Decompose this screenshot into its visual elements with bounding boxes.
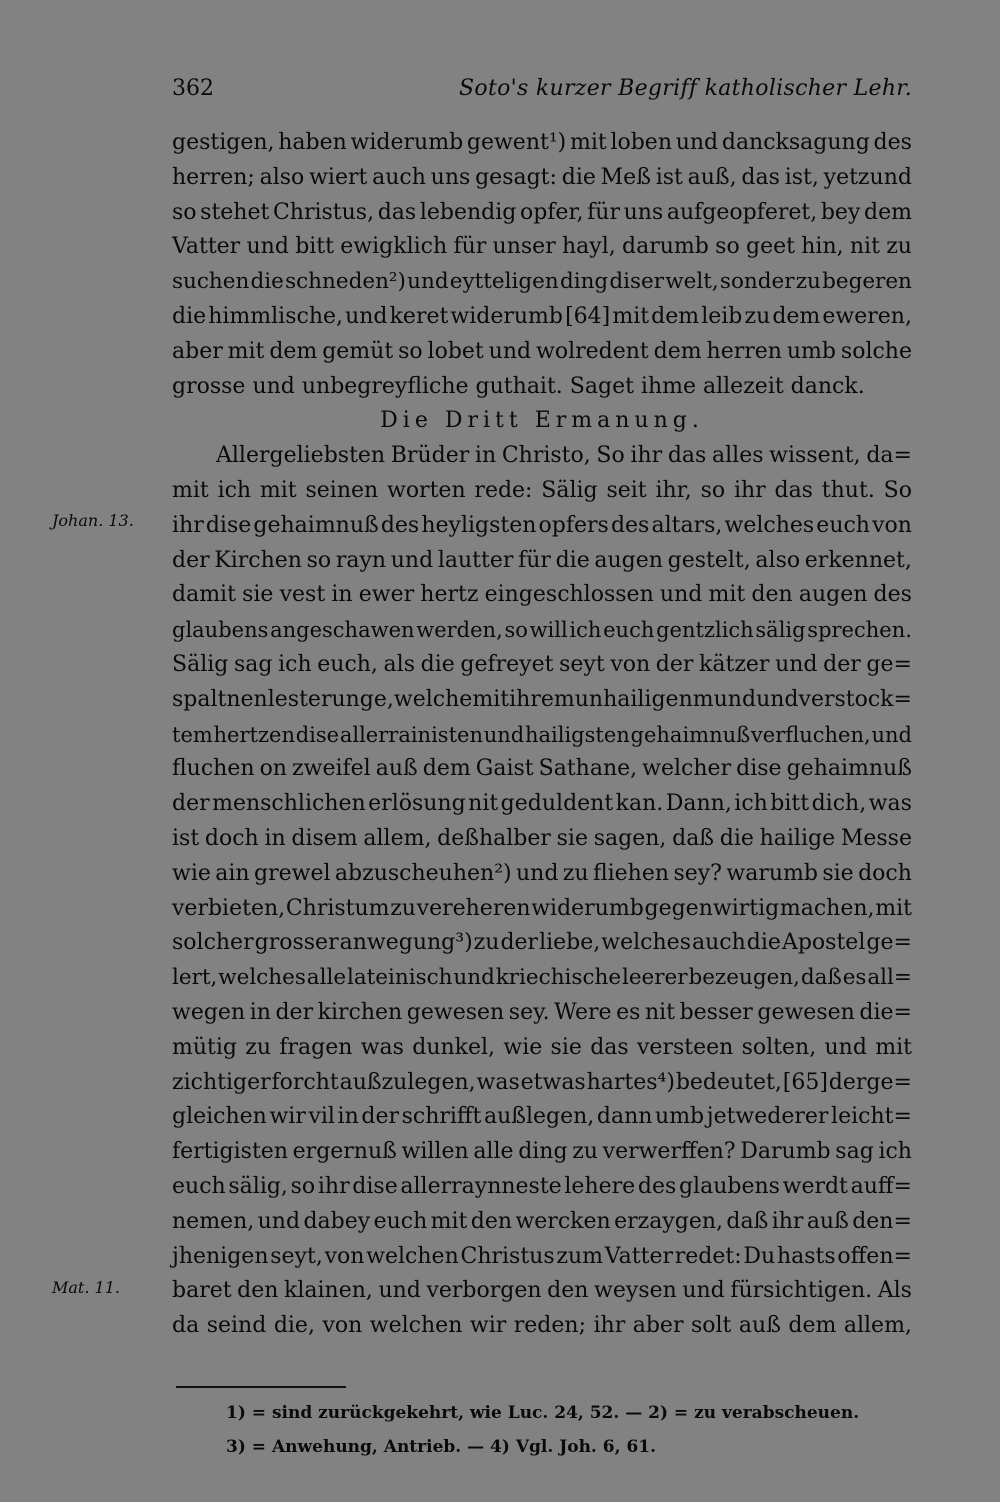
text-line: zichtiger forcht außzulegen, was etwas hartes⁴) bedeutet, [65] derge= xyxy=(172,1069,912,1095)
text-line: der Kirchen so rayn und lautter für die augen gestelt, also erkennet, xyxy=(172,547,912,573)
footnote-line: 1) = sind zurückgekehrt, wie Luc. 24, 52. — 2) = zu verabscheuen. xyxy=(226,1403,860,1423)
text-line: solcher grosser anwegung³) zu der liebe, welches auch die Apostel ge= xyxy=(172,930,912,956)
text-line: gleichen wir vil in der schrifft außlegen, dann umb jetwederer leicht= xyxy=(172,1104,912,1130)
text-line: der menschlichen erlösung nit geduldent kan. Dann, ich bitt dich, was xyxy=(172,791,912,817)
text-line: lert, welches alle lateinisch und kriechische leerer bezeugen, daß es all= xyxy=(172,965,912,991)
text-line: mütig zu fragen was dunkel, wie sie das versteen solten, und mit xyxy=(172,1034,912,1060)
section-heading: Die Dritt Ermanung. xyxy=(380,408,704,434)
text-line: da seind die, von welchen wir reden; ihr aber solt auß dem allem, xyxy=(172,1313,912,1339)
text-line: tem hertzen dise allerrainisten und hailigsten gehaimnuß verfluchen, und xyxy=(172,722,912,747)
footnotes xyxy=(226,1396,926,1464)
text-line: aber mit dem gemüt so lobet und wolredent dem herren umb solche xyxy=(172,338,912,364)
page-header xyxy=(172,74,912,104)
text-line: gestigen, haben widerumb gewent¹) mit loben und dancksagung des xyxy=(172,130,912,155)
text-line: Vatter und bitt ewigklich für unser hayl, darumb so geet hin, nit zu xyxy=(172,234,912,260)
text-line: grosse und unbegreyfliche guthait. Saget ihme allezeit danck. xyxy=(172,373,865,399)
paragraph-2 xyxy=(172,439,912,1344)
text-line: spaltnen lesterunge, welche mit ihrem unhailigen mund und verstock= xyxy=(172,686,912,712)
page-number: 362 xyxy=(172,76,214,101)
text-line: ihr dise gehaimnuß des heyligsten opfers des altars, welches euch von xyxy=(172,512,912,538)
margin-note-johan: Johan. 13. xyxy=(52,511,134,530)
text-line: verbieten, Christum zu vereheren widerumb gegenwirtig machen, mit xyxy=(172,895,912,921)
text-line: jhenigen seyt, von welchen Christus zum Vatter redet: Du hasts offen= xyxy=(172,1243,912,1269)
text-line: wegen in der kirchen gewesen sey. Were es nit besser gewesen die= xyxy=(172,999,912,1025)
text-line: baret den klainen, und verborgen den weysen und fürsichtigen. Als xyxy=(172,1278,912,1304)
text-line: euch sälig, so ihr dise allerraynneste lehere des glaubens werdt auff= xyxy=(172,1173,912,1199)
footnote-line: 3) = Anwehung, Antrieb. — 4) Vgl. Joh. 6, 61. xyxy=(226,1437,657,1457)
text-line: wie ain grewel abzuscheuhen²) und zu fliehen sey? warumb sie doch xyxy=(172,860,912,886)
margin-note-mat: Mat. 11. xyxy=(52,1278,120,1297)
text-line: mit ich mit seinen worten rede: Sälig seit ihr, so ihr das thut. So xyxy=(172,477,912,503)
text-line: herren; also wiert auch uns gesagt: die Meß ist auß, das ist, yetzund xyxy=(172,164,912,190)
text-line: so stehet Christus, das lebendig opfer, für uns aufgeopferet, bey dem xyxy=(172,199,912,225)
text-line: ist doch in disem allem, deßhalber sie sagen, daß die hailige Messe xyxy=(172,825,912,851)
text-line: damit sie vest in ewer hertz eingeschlossen und mit den augen des xyxy=(172,582,912,608)
text-line: glaubens angeschawen werden, so will ich euch gentzlich sälig sprechen. xyxy=(172,618,912,643)
paragraph-1 xyxy=(172,126,912,404)
footnote-divider xyxy=(176,1386,346,1388)
text-line: Sälig sag ich euch, als die gefreyet seyt von der kätzer und der ge= xyxy=(172,651,912,677)
text-line: nemen, und dabey euch mit den wercken erzaygen, daß ihr auß den= xyxy=(172,1208,912,1234)
text-line: fertigisten ergernuß willen alle ding zu verwerffen? Darumb sag ich xyxy=(172,1139,912,1165)
running-title: Soto's kurzer Begriff katholischer Lehr. xyxy=(459,76,912,101)
text-line: Allergeliebsten Brüder in Christo, So ihr das alles wissent, da= xyxy=(216,443,912,469)
text-line: suchen die schneden²) und eytteligen ding diser welt, sonder zu begeren xyxy=(172,269,912,295)
text-line: die himmlische, und keret widerumb [64] mit dem leib zu dem eweren, xyxy=(172,303,912,329)
text-line: fluchen on zweifel auß dem Gaist Sathane, welcher dise gehaimnuß xyxy=(172,756,912,782)
main-text xyxy=(172,126,912,1344)
